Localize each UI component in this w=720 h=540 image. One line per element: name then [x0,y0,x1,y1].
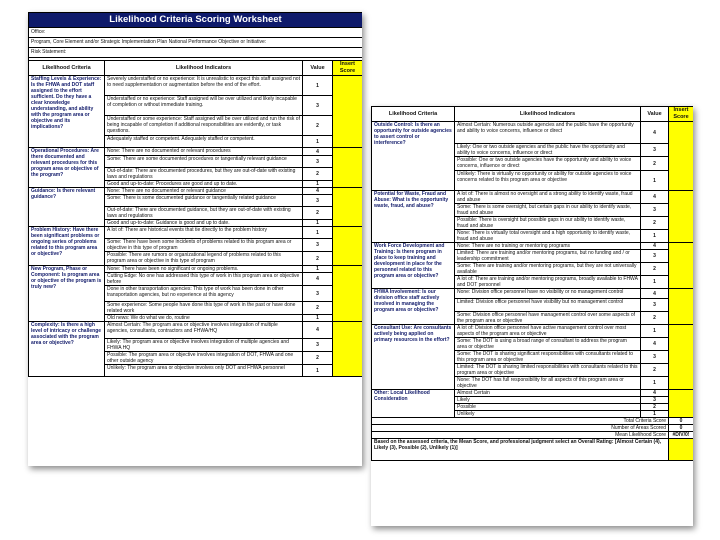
value-cell: 3 [641,250,669,263]
criteria-row [29,227,363,239]
indicator-cell: Some: Division office personnel have management control over some aspects of the program area or objective [455,312,641,325]
indicator-cell: Cutting Edge: No one has addressed this type of work in this program area or objective before [105,273,303,286]
value-cell: 3 [641,397,669,404]
summary-label: Total Criteria Score [372,418,669,425]
value-cell: 1 [303,220,333,227]
overall-rating-text: Based on the assessed criteria, the Mean Score, and professional judgment select an Overall Rating: [Almost Certain (4), Likely (3), Possible (2), Unlikely (1)] [372,439,669,461]
criteria-cell: Operational Procedures: Are there documented and relevant procedures for this program area or objective of the program? [29,148,105,188]
value-cell: 1 [303,365,333,377]
value-cell: 3 [303,339,333,352]
value-cell: 3 [641,299,669,312]
criteria-cell: FHWA Involvement: Is our division office staff actively involved in managing the program area or objective? [372,289,455,325]
value-cell: 2 [641,217,669,230]
criteria-cell: New Program, Phase or Component: Is program area or objective of the program is truly new? [29,266,105,322]
worksheet-page-right [371,106,693,526]
criteria-cell: Problem History: Have there been significant problems or ongoing series of problems related to this program area or objective? [29,227,105,266]
indicator-cell: Possible: One or two outside agencies have the opportunity and ability to voice concerns, influence or direct [455,157,641,171]
criteria-row [372,122,694,144]
insert-score-input[interactable] [333,266,363,322]
indicator-cell: Possible: The program area or objective involves integration of DOT, FHWA and one other outside agency [105,352,303,365]
value-cell: 3 [303,286,333,302]
indicator-cell: None: The DOT has full responsibility for all aspects of this program area or objective [455,377,641,390]
value-cell: 1 [641,230,669,243]
value-cell: 3 [303,156,333,168]
summary-value: #DIV/0! [669,432,694,439]
insert-score-input[interactable] [333,76,363,148]
indicators-column-header: Likelihood Indicators [105,61,303,76]
criteria-row [29,188,363,195]
value-cell: 1 [303,315,333,322]
indicator-cell: Likely [455,397,641,404]
indicator-cell: Good and up-to-date: Guidance is good and up to date. [105,220,303,227]
summary-value: 0 [669,418,694,425]
value-cell: 2 [641,404,669,411]
criteria-row [372,243,694,250]
criteria-cell: Other: Local Likelihood Consideration [372,390,455,418]
overall-rating-row [372,439,694,461]
value-cell: 2 [303,168,333,181]
indicator-cell: A lot of: There are training and/or mentoring programs, broadly available to FHWA and DOT personnel [455,276,641,289]
indicator-cell: Good and up-to-date: Procedures are good and up to date. [105,181,303,188]
indicator-cell: Done in other transportation agencies: This type of work has been done in other transportation agencies, but no experience at this agency [105,286,303,302]
indicator-cell: Limited: There are training and/or mentoring programs, but no funding and / or leadership commitment [455,250,641,263]
criteria-cell: Guidance: Is there relevant guidance? [29,188,105,227]
indicator-cell: A lot of: There are historical events that tie directly to the problem history [105,227,303,239]
value-cell: 2 [303,116,333,136]
value-cell: 3 [303,239,333,252]
indicator-cell: Adequately staffed or competent. Adequately staffed or competent. [105,136,303,148]
value-cell: 1 [641,171,669,191]
criteria-row [372,191,694,204]
indicator-cell: None: There are no documented or relevant guidance [105,188,303,195]
value-column-header: Value [641,107,669,122]
value-cell: 1 [303,181,333,188]
criteria-row [372,390,694,397]
indicator-cell: Likely: One or two outside agencies and the public have the opportunity and ability to voice concerns, influence or direct [455,144,641,157]
indicator-cell: Unlikely [455,411,641,418]
indicator-cell: Almost Certain [455,390,641,397]
value-cell: 3 [303,195,333,207]
indicator-cell: Out-of-date: There are documented procedures, but they are out-of-date with existing laws and regulations [105,168,303,181]
value-cell: 2 [303,352,333,365]
insert-score-input[interactable] [333,188,363,227]
worksheet-page-left [28,12,362,466]
insert-score-input[interactable] [669,191,694,243]
criteria-row [29,322,363,339]
indicator-cell: None: There have been no significant or ongoing problems. [105,266,303,273]
criteria-cell: Staffing Levels & Experience: Is the FHWA and DOT staff assigned to the effort sufficient. Do they have a clear knowledge understanding, and ability with the program area or objective and its implications? [29,76,105,148]
criteria-row [29,76,363,96]
indicator-cell: Limited: Division office personnel have visibility but no management control [455,299,641,312]
indicator-cell: Some experience: Some people have done this type of work in the past or have done related work [105,302,303,315]
value-cell: 1 [303,76,333,96]
value-cell: 2 [641,157,669,171]
value-cell: 2 [641,312,669,325]
office-field[interactable]: Office: [29,28,363,38]
value-cell: 4 [641,289,669,299]
indicator-cell: None: There is virtually total oversight and a high opportunity to identify waste, fraud and abuse [455,230,641,243]
insert-score-column-header: Insert Score [333,61,363,76]
indicator-cell: Out-of-date: There are documented guidance, but they are out-of-date with existing laws and regulations [105,207,303,220]
summary-label: Mean Likelihood Score [372,432,669,439]
criteria-cell: Potential for Waste, Fraud and Abuse: What is the opportunity waste, fraud, and abuse? [372,191,455,243]
criteria-row [29,266,363,273]
worksheet-title: Likelihood Criteria Scoring Worksheet [29,13,363,28]
indicator-cell: Some: The DOT is sharing significant responsibilities with consultants related to this program area or objective [455,351,641,364]
value-cell: 3 [641,144,669,157]
indicators-column-header: Likelihood Indicators [455,107,641,122]
value-cell: 1 [641,276,669,289]
value-cell: 1 [641,377,669,390]
indicator-cell: None: There are no training or mentoring programs [455,243,641,250]
indicator-cell: Old news: We do what we do, routine [105,315,303,322]
insert-score-input[interactable] [669,325,694,390]
summary-value: 0 [669,425,694,432]
summary-row [372,432,694,439]
value-column-header: Value [303,61,333,76]
indicator-cell: None: Division office personnel have no visibility or no management control [455,289,641,299]
value-cell: 4 [303,148,333,156]
value-cell: 1 [303,136,333,148]
overall-rating-input[interactable] [669,439,694,461]
criteria-cell: Outside Control: Is there an opportunity for outside agencies to assert control or interference? [372,122,455,191]
insert-score-input[interactable] [669,243,694,289]
value-cell: 4 [641,338,669,351]
likelihood-scoring-table-right [371,106,693,461]
indicator-cell: Some: There are some documented procedures or tangentially relevant guidance [105,156,303,168]
indicator-cell: Some: There is some oversight, but certain gaps in our ability to identify waste, fraud and abuse [455,204,641,217]
indicator-cell: Possible [455,404,641,411]
insert-score-column-header: Insert Score [669,107,694,122]
value-cell: 2 [303,207,333,220]
value-cell: 3 [641,351,669,364]
value-cell: 2 [641,364,669,377]
value-cell: 4 [303,188,333,195]
indicator-cell: Some: The DOT is using a broad range of consultant to address the program area or objective [455,338,641,351]
indicator-cell: Limited: The DOT is sharing limited responsibilities with consultants related to this program area or objective [455,364,641,377]
indicator-cell: Almost Certain: Numerous outside agencies and the public have the opportunity and ability to voice concerns, influence or direct [455,122,641,144]
insert-score-input[interactable] [333,227,363,266]
criteria-row [29,148,363,156]
value-cell: 4 [641,122,669,144]
indicator-cell: Unlikely: The program area or objective involves only DOT and FHWA personnel [105,365,303,377]
indicator-cell: A lot of: There is almost no oversight and a strong ability to identify waste, fraud and abuse [455,191,641,204]
summary-label: Number of Areas Scored [372,425,669,432]
summary-row [372,418,694,425]
criteria-row [372,289,694,299]
indicator-cell: Some: There have been some incidents of problems related to this program area or objective in this type of program [105,239,303,252]
insert-score-input[interactable] [333,148,363,188]
indicator-cell: Likely: The program area or objective involves integration of multiple agencies and FHWA HQ [105,339,303,352]
insert-score-input[interactable] [669,390,694,418]
value-cell: 4 [641,191,669,204]
value-cell: 3 [641,204,669,217]
insert-score-input[interactable] [333,322,363,377]
indicator-cell: Possible: There are rumors or organizational legend of problems related to this program area or objective in this type of program [105,252,303,266]
value-cell: 4 [641,390,669,397]
value-cell: 1 [303,266,333,273]
indicator-cell: Understaffed or no experience: Staff assigned will be over utilized and likely incapable of completion or without immediate training. [105,96,303,116]
likelihood-scoring-table-left [28,12,362,377]
indicator-cell: Understaffed or some experience: Staff assigned will be over utilized and run the risk of being incapable of completion if additional responsibilities are evidently, or task questions. [105,116,303,136]
insert-score-input[interactable] [669,289,694,325]
summary-row [372,425,694,432]
risk-statement-field[interactable]: Risk Statement: [29,48,363,58]
value-cell: 1 [641,411,669,418]
criteria-cell: Consultant Use: Are consultants actively being applied on primary resources in the effort? [372,325,455,390]
criteria-column-header: Likelihood Criteria [29,61,105,76]
indicator-cell: Unlikely: There is virtually no opportunity or ability for outside agencies to voice concerns related to this program area or objective [455,171,641,191]
indicator-cell: Some: There are training and/or mentoring programs, but they are not universally available [455,263,641,276]
indicator-cell: Possible: There is oversight but possible gaps in our ability to identify waste, fraud and abuse [455,217,641,230]
indicator-cell: Some: There is some documented guidance or tangentially related guidance [105,195,303,207]
value-cell: 2 [641,263,669,276]
indicator-cell: A lot of: Division office personnel have active management control over most aspects of the program area or objective [455,325,641,338]
criteria-row [372,325,694,338]
value-cell: 3 [303,96,333,116]
indicator-cell: Severely understaffed or no experience: It is unrealistic to expect this staff assigned not to need supplementation or augmentation before the end of the effort. [105,76,303,96]
indicator-cell: None: There are no documented or relevant procedures [105,148,303,156]
criteria-cell: Work Force Development and Training: Is there program in place to keep training and development in place for the personnel related to this program area or objective? [372,243,455,289]
criteria-cell: Complexity: Is there a high level of intricacy or challenge associated with the program area or objective? [29,322,105,377]
value-cell: 1 [641,325,669,338]
program-field[interactable]: Program, Core Element and/or Strategic Implementation Plan National Performance Objective or Initiative: [29,38,363,48]
insert-score-input[interactable] [669,122,694,191]
value-cell: 4 [303,322,333,339]
criteria-column-header: Likelihood Criteria [372,107,455,122]
value-cell: 4 [303,273,333,286]
value-cell: 4 [641,243,669,250]
value-cell: 1 [303,227,333,239]
indicator-cell: Almost Certain: The program area or objective involves integration of multiple agencies, consultants, contractors and FHWA/HQ [105,322,303,339]
value-cell: 2 [303,252,333,266]
value-cell: 2 [303,302,333,315]
